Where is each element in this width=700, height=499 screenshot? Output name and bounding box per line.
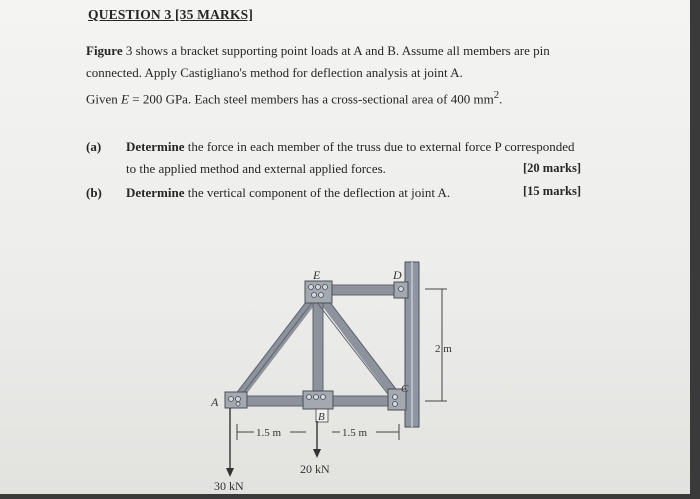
joint-label-C: C [401,383,409,395]
gusset-B [303,391,333,409]
question-title: QUESTION 3 [35 MARKS] [88,7,254,22]
member-AE [237,293,318,399]
dimension-right-label: 1.5 m [342,427,368,439]
part-a-verb: Determine [126,139,185,154]
intro-line-1-text: 3 shows a bracket supporting point loads at A and B. Assume all members are pin [122,43,550,58]
figure-ref: Figure [86,43,123,58]
part-a-label: (a) [86,139,102,154]
joint-label-D: D [393,268,402,282]
joint-label-B: B [318,411,325,423]
part-b-label: (b) [86,185,102,200]
given-end: . [499,91,503,107]
modulus-symbol: E [121,91,129,107]
part-a-body: the force in each member of the truss due to external force P corresponded [184,139,575,154]
part-b-body: the vertical component of the deflection at joint A. [184,185,451,200]
part-a-text-2: to the applied method and external applied forces. [126,161,386,176]
load-B-label: 20 kN [300,462,330,476]
given-text: = 200 GPa. Each steel members has a cross-sectional area of 400 mm [128,91,494,107]
member-EC [318,293,398,399]
part-b-marks: [15 marks] [523,184,581,198]
given-prefix: Given [86,91,122,107]
part-a-marks: [20 marks] [523,161,581,175]
joint-label-E: E [313,268,321,282]
load-A-arrow-head [226,468,234,477]
joint-label-A: A [211,395,219,409]
intro-line-2: connected. Apply Castigliano's method for deflection analysis at joint A. [86,65,463,80]
load-B-arrow-head [313,449,321,458]
height-dimension-label: 2 m [435,343,452,355]
area-exponent: 2 [493,89,500,101]
dimension-left-label: 1.5 m [256,427,282,439]
load-A-label: 30 kN [214,479,244,493]
part-b-verb: Determine [126,185,185,200]
